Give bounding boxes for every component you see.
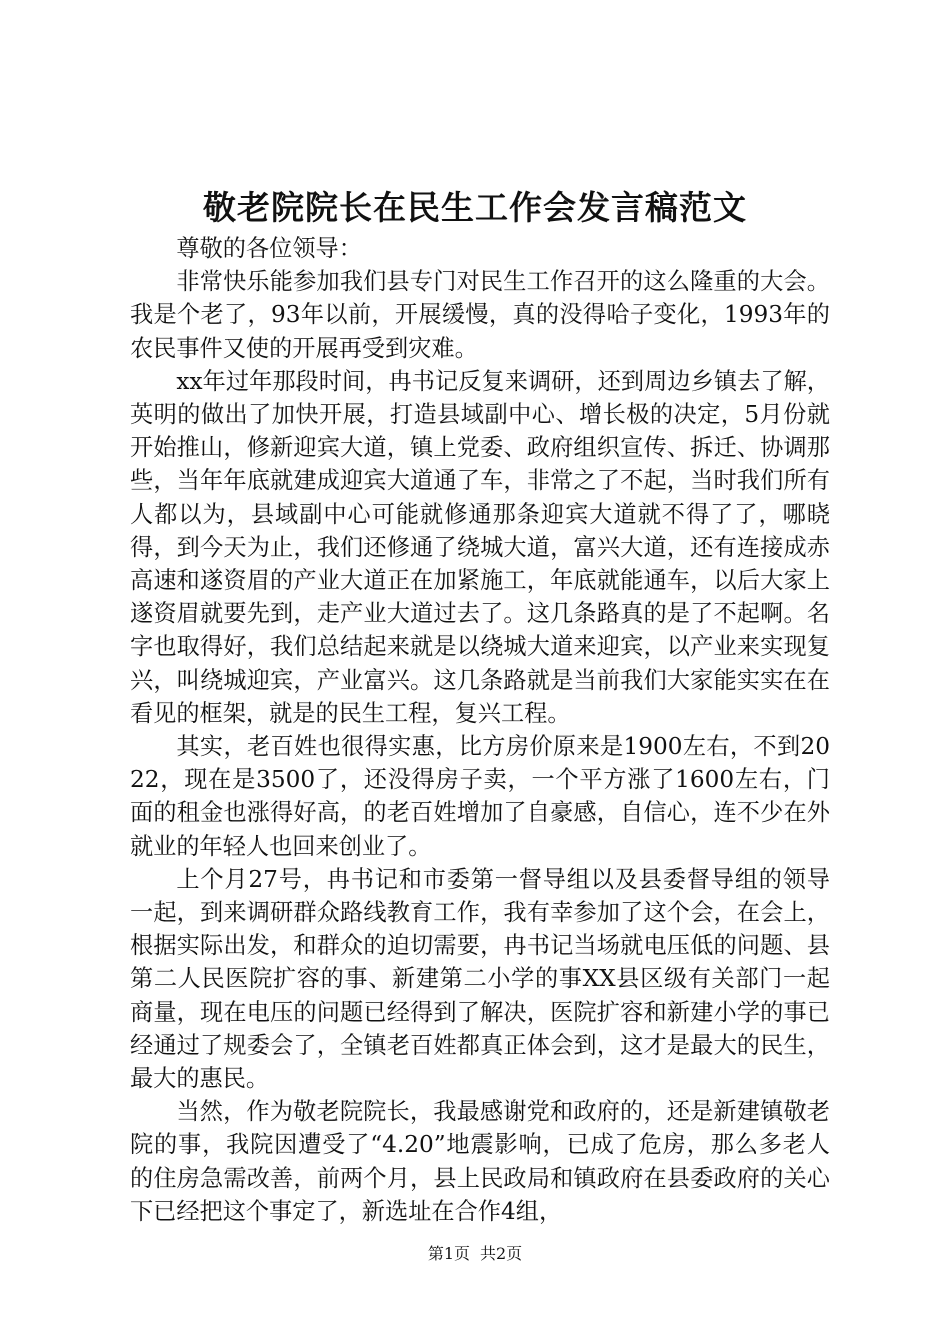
paragraph-research-meeting: 上个月27号，冉书记和市委第一督导组以及县委督导组的领导一起，到来调研群众路线教育工作，我有幸参加了这个会，在会上，根据实际出发，和群众的迫切需要，冉书记当场就电压低的问题、县第二人民医院扩容的事、新建第二小学的事XX县区级有关部门一起商量，现在电压的问题已经得到了解决，医院扩容和新建小学的事已经通过了规委会了，全镇老百姓都真正体会到，这才是最大的民生，最大的惠民。 [130, 865, 830, 1093]
paragraph-intro: 非常快乐能参加我们县专门对民生工作召开的这么隆重的大会。我是个老了，93年以前，开展缓慢，真的没得哈子变化，1993年的农民事件又使的开展再受到灾难。 [130, 268, 830, 362]
paragraph-roads: xx年过年那段时间，冉书记反复来调研，还到周边乡镇去了解，英明的做出了加快开展，打造县域副中心、增长极的决定，5月份就开始推山，修新迎宾大道，镇上党委、政府组织宣传、拆迁、协调那些，当年年底就建成迎宾大道通了车，非常之了不起，当时我们所有人都以为，县域副中心可能就修通那条迎宾大道就不得了了，哪晓得，到今天为止，我们还修通了绕城大道，富兴大道，还有连接成赤高速和遂资眉的产业大道正在加紧施工，年底就能通车，以后大家上遂资眉就要先到，走产业大道过去了。这几条路真的是了不起啊。名字也取得好，我们总结起来就是以绕城大道来迎宾，以产业来实现复兴，叫绕城迎宾，产业富兴。这几条路就是当前我们大家能实实在在看见的框架，就是的民生工程，复兴工程。 [130, 367, 830, 727]
document-body [130, 232, 830, 1228]
page-footer [0, 1243, 950, 1265]
paragraph-nursing-home: 当然，作为敬老院院长，我最感谢党和政府的，还是新建镇敬老院的事，我院因遭受了“4.20”地震影响，已成了危房，那么多老人的住房急需改善，前两个月，县上民政局和镇政府在县委政府的关心下已经把这个事定了，新选址在合作4组， [130, 1098, 830, 1225]
page-number: 第1页 [427, 1244, 470, 1263]
paragraph-benefits: 其实，老百姓也很得实惠，比方房价原来是1900左右，不到2022，现在是3500了，还没得房子卖，一个平方涨了1600左右，门面的租金也涨得好高，的老百姓增加了自豪感，自信心，连不少在外就业的年轻人也回来创业了。 [130, 733, 830, 860]
page-total: 共2页 [480, 1244, 523, 1263]
paragraph-salutation: 尊敬的各位领导： [176, 235, 362, 262]
document-title: 敬老院院长在民生工作会发言稿范文 [203, 188, 747, 227]
